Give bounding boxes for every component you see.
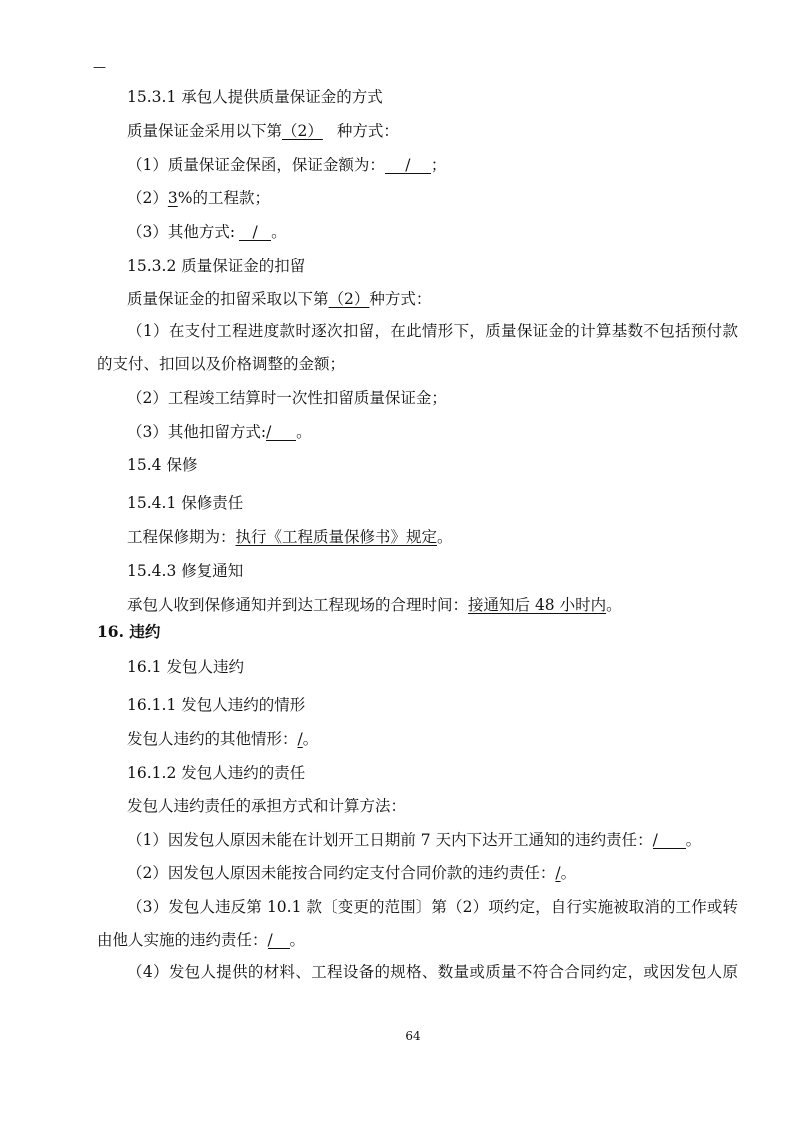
option-2-pre-text: （2）: [127, 189, 168, 207]
method-post-text: 种方式：: [369, 290, 432, 308]
option-3-pre-text: （3）其他方式:: [127, 223, 236, 241]
method-pre-text: 质量保证金采用以下第: [127, 122, 283, 140]
clause-16-1-2-item-2: [127, 863, 576, 883]
method-pre-text: 质量保证金的扣留采取以下第: [127, 290, 329, 308]
clause-15-4-3-time-line: [127, 595, 622, 615]
item-3-pre-text: 由他人实施的违约责任：: [97, 931, 268, 949]
item-1-pre-text: （1）因发包人原因未能在计划开工日期前 7 天内下达开工通知的违约责任：: [127, 831, 653, 849]
option-1-post-text: ；: [430, 156, 447, 174]
item-2-pre-text: （2）因发包人原因未能按合同约定支付合同价款的违约责任：: [127, 864, 556, 882]
clause-15-4-heading: 15.4 保修: [127, 456, 198, 474]
clause-15-3-2-option-1-line-2: 的支付、扣回以及价格调整的金额；: [97, 355, 346, 373]
other-value: /: [297, 730, 303, 748]
option-3-other-blank: /: [266, 424, 296, 441]
clause-15-4-1-heading: 15.4.1 保修责任: [127, 494, 244, 512]
clause-15-4-1-period-line: [127, 527, 453, 547]
item-2-liability-value: /: [555, 864, 561, 882]
time-post-text: 。: [606, 596, 622, 614]
period-pre-text: 工程保修期为：: [127, 528, 236, 546]
item-1-liability-blank: /: [653, 832, 686, 849]
section-16-heading: 16. 违约: [97, 622, 161, 641]
option-3-post-text: 。: [271, 223, 287, 241]
clause-15-3-1-option-3: [127, 222, 287, 242]
option-3-pre-text: （3）其他扣留方式:: [127, 423, 267, 441]
option-2-percent-value: 3: [167, 189, 178, 207]
option-1-pre-text: （1）质量保证金保函，保证金额为：: [127, 156, 385, 174]
time-pre-text: 承包人收到保修通知并到达工程现场的合理时间：: [127, 596, 469, 614]
clause-15-3-1-heading: 15.3.1 承包人提供质量保证金的方式: [127, 88, 383, 106]
item-3-liability-blank: /: [268, 932, 290, 949]
item-3-post-text: 。: [289, 931, 306, 949]
clause-16-1-heading: 16.1 发包人违约: [127, 658, 244, 676]
period-value: 执行《工程质量保修书》规定: [235, 528, 438, 546]
time-value: 接通知后 48 小时内: [468, 596, 607, 614]
page-number: 64: [405, 1029, 421, 1043]
clause-15-4-3-heading: 15.4.3 修复通知: [127, 562, 244, 580]
clause-15-3-2-option-1-line-1: （1）在支付工程进度款时逐次扣留，在此情形下，质量保证金的计算基数不包括预付款: [127, 322, 738, 340]
clause-15-3-1-method-line: [127, 121, 399, 141]
method-choice-value: （2）: [282, 122, 323, 140]
clause-16-1-2-item-4-line-1: （4）发包人提供的材料、工程设备的规格、数量或质量不符合合同约定，或因发包人原: [127, 963, 738, 981]
clause-16-1-2-item-3-line-2: [97, 930, 305, 950]
clause-15-3-2-method-line: [127, 289, 431, 309]
other-pre-text: 发包人违约的其他情形：: [127, 730, 298, 748]
method-choice-value: （2）: [328, 290, 370, 308]
option-2-post-text: %的工程款；: [177, 189, 270, 207]
clause-16-1-2-item-3-line-1: （3）发包人违反第 10.1 款〔变更的范围〕第（2）项约定，自行实施被取消的工作或转: [127, 898, 738, 916]
clause-15-3-2-heading: 15.3.2 质量保证金的扣留: [127, 257, 306, 275]
page-top-mark: —: [93, 60, 106, 75]
clause-15-3-2-option-2: （2）工程竣工结算时一次性扣留质量保证金；: [127, 389, 447, 407]
option-3-post-text: 。: [296, 423, 312, 441]
clause-16-1-2-heading: 16.1.2 发包人违约的责任: [127, 764, 306, 782]
clause-15-3-2-option-3: [127, 422, 312, 442]
other-post-text: 。: [302, 730, 319, 748]
clause-16-1-1-other-line: [127, 729, 318, 749]
clause-16-1-2-item-1: [127, 830, 701, 850]
method-post-text: 种方式：: [336, 122, 399, 140]
period-post-text: 。: [437, 528, 453, 546]
option-3-other-blank: /: [239, 224, 271, 241]
clause-15-3-1-option-1: [127, 155, 446, 175]
item-1-post-text: 。: [685, 831, 702, 849]
clause-16-1-2-intro: 发包人违约责任的承担方式和计算方法：: [127, 797, 407, 815]
option-1-amount-blank: /: [385, 157, 431, 174]
clause-16-1-1-heading: 16.1.1 发包人违约的情形: [127, 696, 306, 714]
clause-15-3-1-option-2: [127, 188, 270, 208]
item-2-post-text: 。: [560, 864, 577, 882]
